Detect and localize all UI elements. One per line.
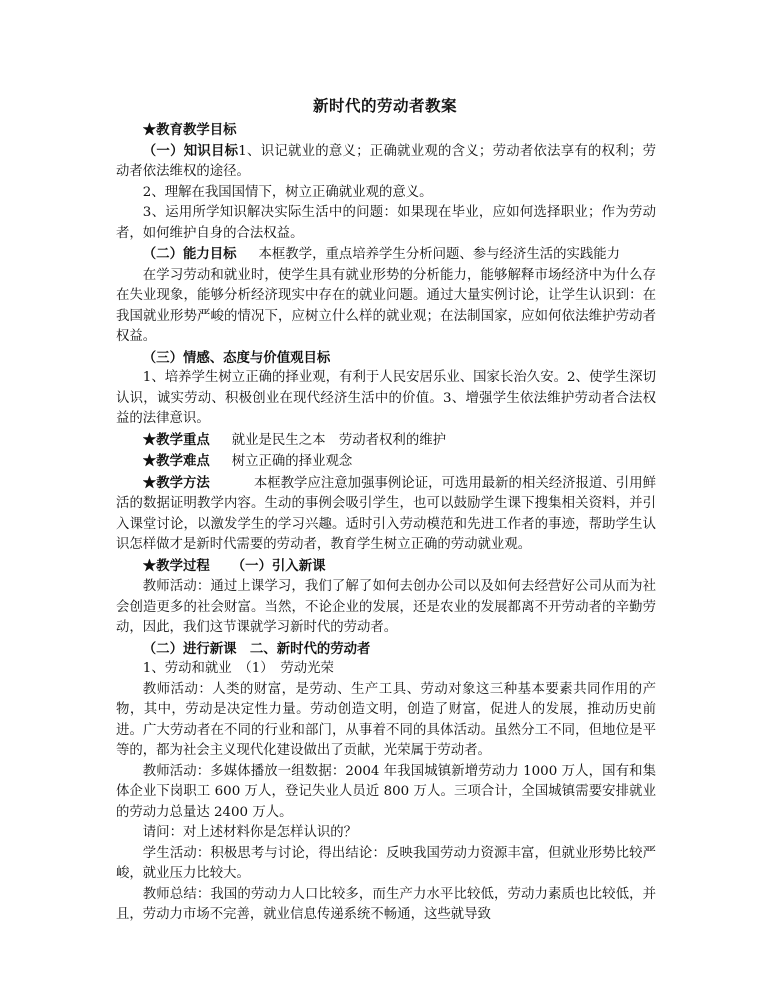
paragraph: 1、劳动和就业 （1） 劳动光荣 [142, 661, 334, 676]
section-heading-objectives: ★教育教学目标 [142, 122, 237, 138]
section-heading-values: （三）情感、态度与价值观目标 [142, 349, 331, 366]
paragraph: 教师总结：我国的劳动力人口比较多，而生产力水平比较低，劳动力素质也比较低，并且，劳动力市场不完善，就业信息传递系统不畅通，这些就导致 [116, 886, 656, 922]
paragraph-method [116, 473, 656, 556]
process-heading: ★教学过程 [142, 557, 210, 574]
paragraph: 教师活动：多媒体播放一组数据：2004 年我国城镇新增劳动力 1000 万人，国有和集体企业下岗职工 600 万人，登记失业人员近 800 万人。三项合计，全国城镇需要安排就业的劳动力总量达 2400 万人。 [116, 763, 656, 820]
document-title: 新时代的劳动者教案 [312, 96, 457, 115]
method-text: 本框教学应注意加强事例论证，可选用最新的相关经济报道、引用鲜活的数据证明教学内容。生动的事例会吸引学生，也可以鼓励学生课下搜集相关资料，并引入课堂讨论，以激发学生的学习兴趣。适时引入劳动模范和先进工作者的事迹，帮助学生认识怎样做才是新时代需要的劳动者，教育学生树立正确的劳动就业观。 [116, 475, 656, 552]
key-point-heading: ★教学重点 [142, 431, 210, 448]
paragraph: 学生活动：积极思考与讨论，得出结论：反映我国劳动力资源丰富，但就业形势比较严峻，就业压力比较大。 [116, 845, 656, 881]
paragraph-process [116, 556, 656, 578]
paragraph-ability-goal [116, 244, 656, 266]
ability-goal-text: 本框教学，重点培养学生分析问题、参与经济生活的实践能力 [258, 247, 621, 262]
paragraph-key-point [116, 430, 656, 452]
paragraph: 2、理解在我国国情下，树立正确就业观的意义。 [142, 184, 433, 200]
paragraph: 在学习劳动和就业时，使学生具有就业形势的分析能力，能够解释市场经济中为什么存在失业现象，能够分析经济现实中存在的就业问题。通过大量实例讨论，让学生认识到：在我国就业形势严峻的情况下，应树立什么样的就业观；在法制国家，应如何依法维护劳动者权益。 [116, 267, 656, 344]
difficulty-text: 树立正确的择业观念 [231, 454, 353, 469]
paragraph: 教师活动：人类的财富，是劳动、生产工具、劳动对象这三种基本要素共同作用的产物，其中，劳动是决定性力量。劳动创造文明，创造了财富，促进人的发展，推动历史前进。广大劳动者在不同的行业和部门，从事着不同的具体活动。虽然分工不同，但地位是平等的，都为社会主义现代化建设做出了贡献，光荣属于劳动者。 [116, 681, 656, 758]
difficulty-heading: ★教学难点 [142, 453, 210, 469]
paragraph: 教师活动：通过上课学习，我们了解了如何去创办公司以及如何去经营好公司从而为社会创造更多的社会财富。当然，不论企业的发展，还是农业的发展都离不开劳动者的辛勤劳动，因此，我们这节课就学习新时代的劳动者。 [116, 579, 656, 635]
paragraph: 请问：对上述材料你是怎样认识的？ [142, 825, 358, 840]
knowledge-goal-heading: （一）知识目标 [142, 142, 239, 159]
method-heading: ★教学方法 [142, 474, 210, 491]
paragraph-knowledge-goal [116, 141, 656, 183]
paragraph: 3、运用所学知识解决实际生活中的问题：如果现在毕业，应如何选择职业；作为劳动者，如何维护自身的合法权益。 [116, 205, 656, 241]
paragraph-difficulty [116, 451, 656, 473]
document-body [116, 120, 656, 926]
paragraph: 1、培养学生树立正确的择业观，有利于人民安居乐业、国家长治久安。2、使学生深切认识，诚实劳动、积极创业在现代经济生活中的价值。3、增强学生依法维护劳动者合法权益的法律意识。 [116, 370, 656, 426]
knowledge-goal-text: 1、识记就业的意义；正确就业观的含义；劳动者依法享有的权利；劳动者依法维权的途径。 [116, 143, 656, 179]
section-heading-new-lesson: （二）进行新课 二、新时代的劳动者 [142, 640, 371, 657]
process-subheading: （一）引入新课 [231, 557, 326, 574]
ability-goal-heading: （二）能力目标 [142, 246, 237, 262]
key-point-text: 就业是民生之本 劳动者权利的维护 [231, 432, 446, 448]
